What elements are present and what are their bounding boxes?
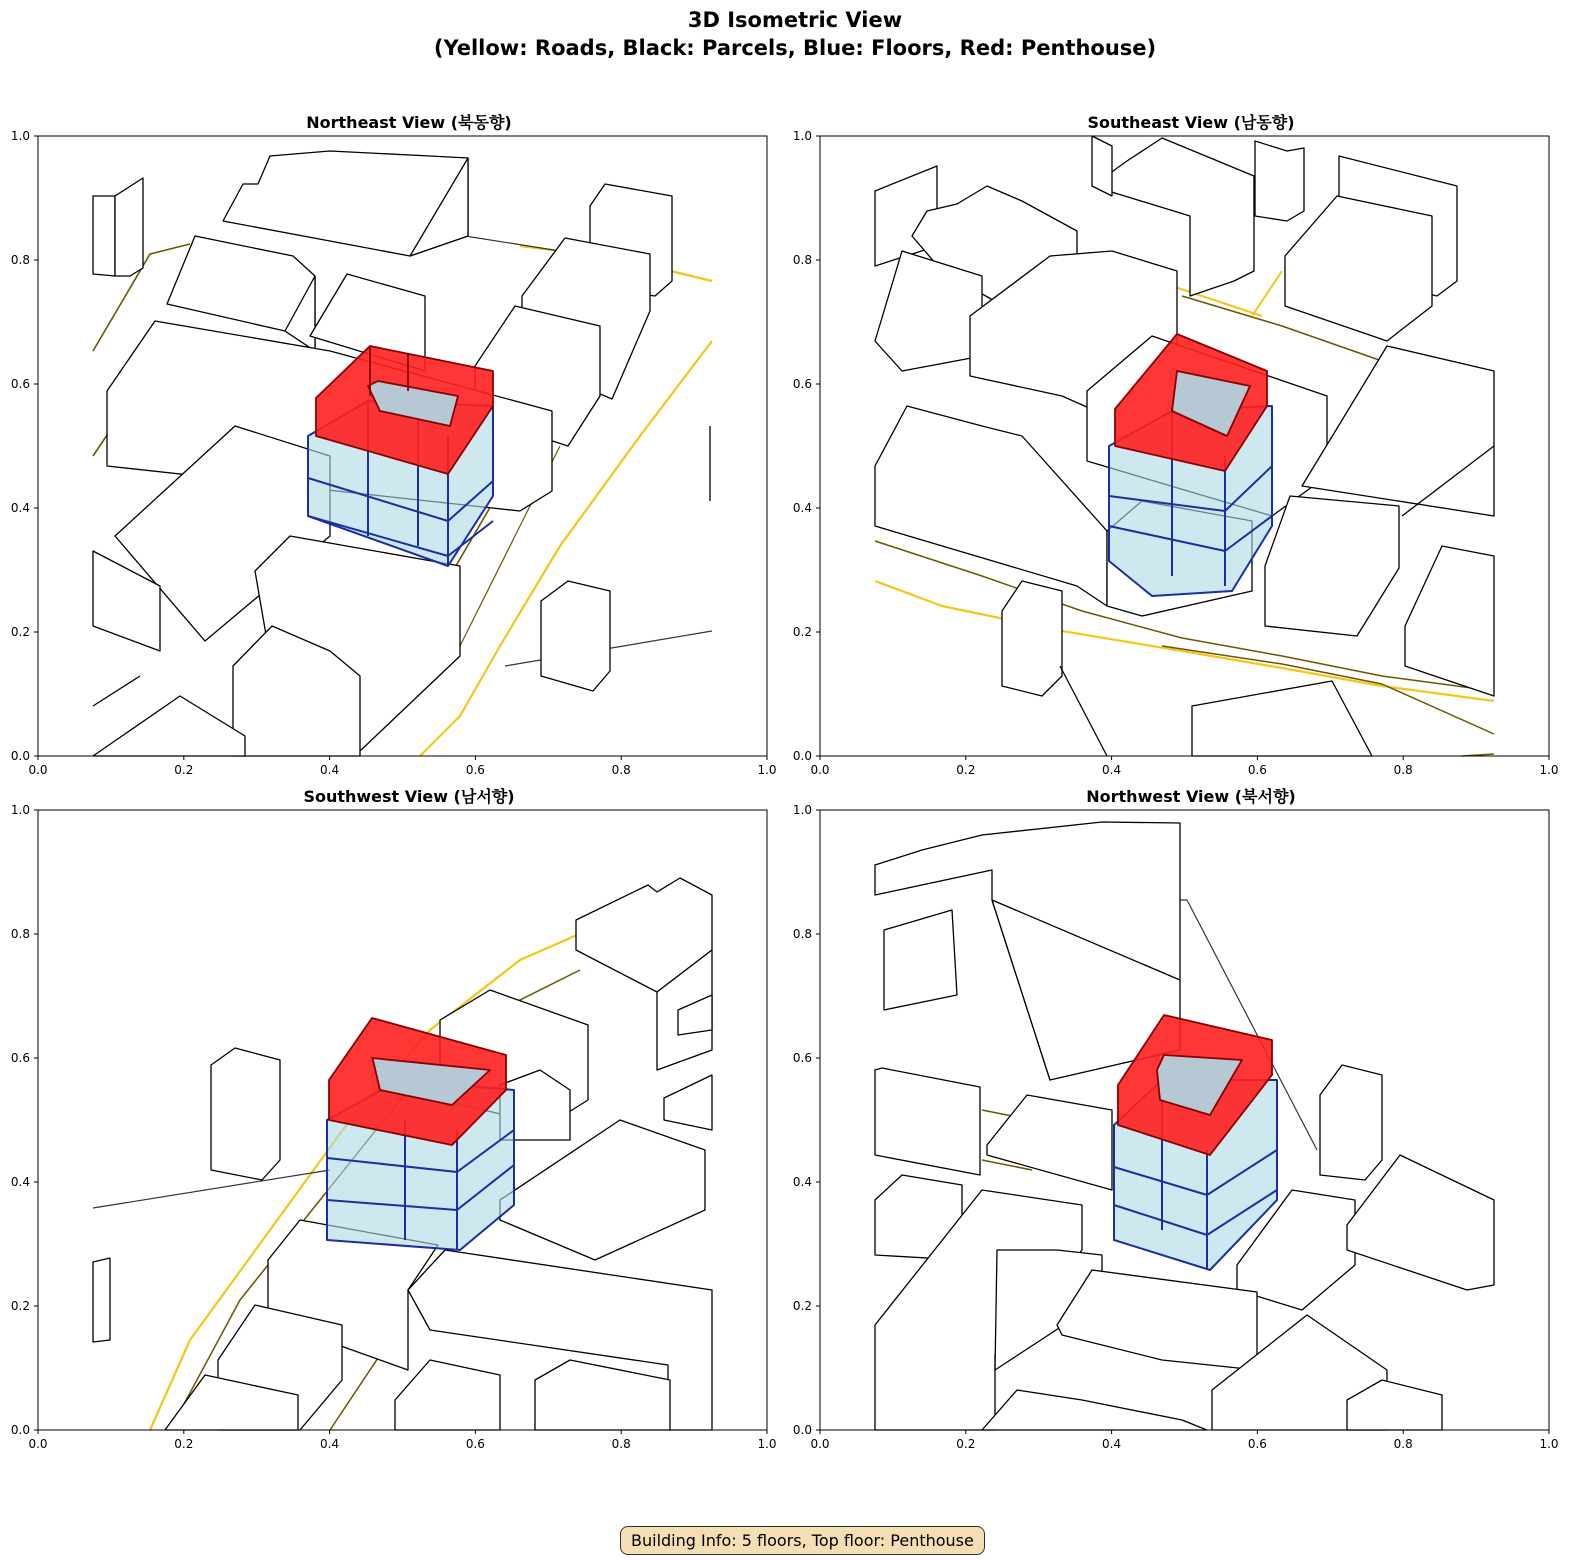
building <box>541 581 610 691</box>
figure-title-line2: (Yellow: Roads, Black: Parcels, Blue: Floors, Red: Penthouse) <box>433 36 1157 60</box>
svg-text:0.4: 0.4 <box>320 1437 340 1451</box>
building <box>1255 141 1304 221</box>
scene <box>93 151 712 756</box>
road-line <box>1172 286 1262 316</box>
northeast-view-plot <box>0 106 800 786</box>
building <box>535 1360 670 1430</box>
building <box>93 196 115 276</box>
y-tick <box>793 749 820 763</box>
svg-text:0.8: 0.8 <box>792 927 812 941</box>
svg-text:0.4: 0.4 <box>10 1175 30 1189</box>
y-axis <box>11 129 38 763</box>
x-tick <box>174 1430 193 1451</box>
x-tick <box>1539 756 1558 777</box>
y-tick <box>11 253 38 267</box>
scene <box>875 822 1494 1430</box>
svg-text:0.2: 0.2 <box>792 625 812 639</box>
y-tick <box>11 1299 38 1313</box>
x-tick <box>757 1430 776 1451</box>
svg-text:0.6: 0.6 <box>465 1437 485 1451</box>
y-tick <box>11 1051 38 1065</box>
svg-text:0.0: 0.0 <box>10 749 30 763</box>
svg-text:0.2: 0.2 <box>174 763 194 777</box>
parcel-line <box>93 676 140 706</box>
y-tick <box>793 803 820 817</box>
y-tick <box>11 927 38 941</box>
x-tick <box>810 756 829 777</box>
building <box>1057 1270 1257 1370</box>
svg-text:0.6: 0.6 <box>465 763 485 777</box>
svg-text:0.6: 0.6 <box>792 1051 812 1065</box>
panel-northeast <box>0 106 777 777</box>
svg-text:0.2: 0.2 <box>956 1437 976 1451</box>
y-tick <box>793 501 820 515</box>
svg-text:0.0: 0.0 <box>28 1437 48 1451</box>
svg-text:0.8: 0.8 <box>1393 763 1413 777</box>
y-tick <box>11 1175 38 1189</box>
svg-text:0.0: 0.0 <box>28 763 48 777</box>
x-tick <box>466 756 485 777</box>
figure-title <box>0 6 1590 62</box>
northwest-view-plot <box>782 780 1582 1460</box>
svg-text:0.2: 0.2 <box>10 1299 30 1313</box>
svg-text:0.6: 0.6 <box>1247 1437 1267 1451</box>
building <box>987 1095 1112 1190</box>
x-tick <box>1394 1430 1413 1451</box>
y-tick <box>793 1175 820 1189</box>
svg-text:0.2: 0.2 <box>956 763 976 777</box>
y-tick <box>11 749 38 763</box>
svg-text:0.8: 0.8 <box>1393 1437 1413 1451</box>
panel-title: Southeast View (남동향) <box>1087 113 1295 132</box>
x-tick <box>466 1430 485 1451</box>
svg-text:1.0: 1.0 <box>1539 763 1559 777</box>
svg-text:1.0: 1.0 <box>792 803 812 817</box>
panel-southwest <box>0 780 777 1451</box>
building <box>115 178 143 276</box>
southwest-view-plot <box>0 780 800 1460</box>
x-tick <box>956 756 975 777</box>
svg-text:0.6: 0.6 <box>10 377 30 391</box>
building <box>982 1390 1207 1430</box>
svg-text:0.0: 0.0 <box>792 1423 812 1437</box>
svg-text:0.2: 0.2 <box>10 625 30 639</box>
scene <box>875 136 1494 756</box>
y-tick <box>11 803 38 817</box>
svg-text:1.0: 1.0 <box>10 803 30 817</box>
x-axis <box>28 1430 776 1451</box>
svg-text:0.0: 0.0 <box>810 1437 830 1451</box>
y-tick <box>11 129 38 143</box>
x-tick <box>612 756 631 777</box>
svg-text:0.0: 0.0 <box>10 1423 30 1437</box>
y-tick <box>11 501 38 515</box>
x-tick <box>28 756 47 777</box>
x-tick <box>810 1430 829 1451</box>
svg-text:0.8: 0.8 <box>792 253 812 267</box>
y-tick <box>793 1051 820 1065</box>
building <box>1002 581 1062 696</box>
scene <box>93 878 712 1430</box>
x-tick <box>320 1430 339 1451</box>
y-axis <box>793 803 820 1437</box>
building <box>211 1048 280 1180</box>
y-tick <box>11 377 38 391</box>
building <box>1320 1065 1382 1180</box>
svg-text:0.6: 0.6 <box>792 377 812 391</box>
building <box>1265 496 1399 636</box>
parcel-line <box>93 1170 330 1208</box>
y-tick <box>793 927 820 941</box>
panel-title: Southwest View (남서향) <box>303 787 515 806</box>
y-axis <box>11 803 38 1437</box>
x-tick <box>1248 1430 1267 1451</box>
building <box>875 1068 980 1175</box>
y-tick <box>793 377 820 391</box>
svg-text:0.4: 0.4 <box>792 501 812 515</box>
building <box>884 910 957 1010</box>
svg-text:0.6: 0.6 <box>10 1051 30 1065</box>
parcel-line <box>465 236 560 251</box>
svg-text:0.0: 0.0 <box>792 749 812 763</box>
svg-text:1.0: 1.0 <box>10 129 30 143</box>
x-tick <box>757 756 776 777</box>
x-tick <box>956 1430 975 1451</box>
svg-text:0.4: 0.4 <box>792 1175 812 1189</box>
x-axis <box>810 756 1558 777</box>
x-axis <box>810 1430 1558 1451</box>
x-tick <box>1248 756 1267 777</box>
building <box>93 1258 110 1342</box>
y-tick <box>11 625 38 639</box>
svg-text:1.0: 1.0 <box>757 763 777 777</box>
x-tick <box>1539 1430 1558 1451</box>
svg-text:0.8: 0.8 <box>10 253 30 267</box>
svg-text:0.8: 0.8 <box>10 927 30 941</box>
svg-text:0.0: 0.0 <box>810 763 830 777</box>
svg-text:0.8: 0.8 <box>611 1437 631 1451</box>
svg-text:0.2: 0.2 <box>792 1299 812 1313</box>
panel-northwest <box>782 780 1559 1451</box>
y-axis <box>793 129 820 763</box>
x-tick <box>28 1430 47 1451</box>
building <box>1192 681 1372 756</box>
x-tick <box>320 756 339 777</box>
y-tick <box>793 625 820 639</box>
figure-title-line1: 3D Isometric View <box>687 8 903 32</box>
svg-text:1.0: 1.0 <box>1539 1437 1559 1451</box>
building <box>875 406 1107 606</box>
x-tick <box>1394 756 1413 777</box>
svg-text:0.4: 0.4 <box>320 763 340 777</box>
road-line <box>1252 271 1282 316</box>
svg-text:0.4: 0.4 <box>10 501 30 515</box>
svg-text:0.2: 0.2 <box>174 1437 194 1451</box>
x-tick <box>1102 1430 1121 1451</box>
y-tick <box>793 1423 820 1437</box>
y-tick <box>793 1299 820 1313</box>
svg-text:0.4: 0.4 <box>1102 763 1122 777</box>
building <box>664 1075 712 1130</box>
building <box>1405 546 1494 696</box>
x-tick <box>1102 756 1121 777</box>
svg-text:0.4: 0.4 <box>1102 1437 1122 1451</box>
svg-text:0.6: 0.6 <box>1247 763 1267 777</box>
svg-text:1.0: 1.0 <box>792 129 812 143</box>
building <box>93 696 245 756</box>
y-tick <box>11 1423 38 1437</box>
building-info-box: Building Info: 5 floors, Top floor: Penthouse <box>620 1526 985 1555</box>
x-tick <box>174 756 193 777</box>
building <box>1302 346 1494 516</box>
building <box>1285 196 1432 341</box>
y-tick <box>793 253 820 267</box>
panel-title: Northwest View (북서향) <box>1086 787 1296 806</box>
panel-southeast <box>782 106 1559 777</box>
x-axis <box>28 756 776 777</box>
svg-text:1.0: 1.0 <box>757 1437 777 1451</box>
panel-title: Northeast View (북동향) <box>306 113 512 132</box>
svg-text:0.8: 0.8 <box>611 763 631 777</box>
building <box>1092 136 1112 196</box>
parcel-line <box>1060 666 1107 756</box>
southeast-view-plot <box>782 106 1582 786</box>
y-tick <box>793 129 820 143</box>
building <box>500 1120 705 1260</box>
building <box>395 1360 500 1430</box>
x-tick <box>612 1430 631 1451</box>
